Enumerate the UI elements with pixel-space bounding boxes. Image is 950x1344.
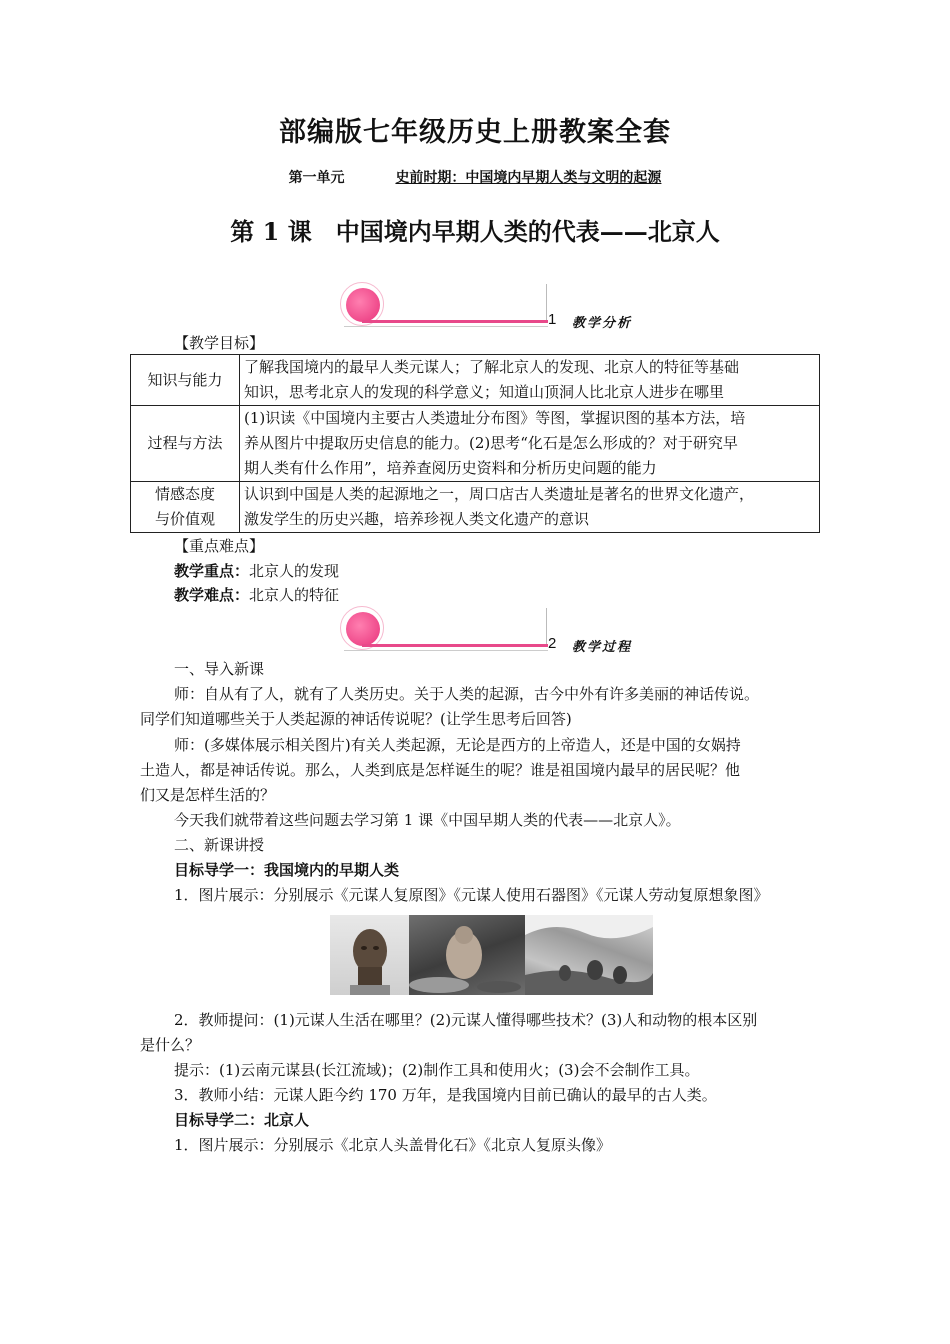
new-lesson-heading: 二、新课讲授 (174, 836, 265, 854)
list-item: 3．教师小结：元谋人距今约 170 万年，是我国境内目前已确认的最早的古人类。 (174, 1086, 717, 1104)
goal-category: 知识与能力 (131, 355, 240, 406)
goal-description: 认识到中国是人类的起源地之一，周口店古人类遗址是著名的世界文化遗产， 激发学生的历史兴趣，培养珍视人类文化遗产的意识 (240, 482, 820, 533)
paragraph-line: 土造人，都是神话传说。那么，人类到底是怎样诞生的呢？谁是祖国境内最早的居民呢？他 (140, 761, 741, 779)
paragraph-line: 今天我们就带着这些问题去学习第 1 课《中国早期人类的代表——北京人》。 (174, 811, 681, 829)
paragraph-line: 师：自从有了人，就有了人类历史。关于人类的起源，古今中外有许多美丽的神话传说。 (174, 685, 760, 703)
section-banner-analysis (340, 282, 660, 331)
unit-heading (0, 167, 950, 187)
banner-number: 2 (548, 635, 557, 652)
difficulty-label: 教学难点： (174, 586, 250, 604)
paragraph-line: 是什么？ (140, 1036, 201, 1054)
list-item: 2．教师提问：(1)元谋人生活在哪里？(2)元谋人懂得哪些技术？(3)人和动物的根本区别 (174, 1011, 758, 1029)
goal-category: 情感态度 与价值观 (131, 482, 240, 533)
paragraph-line: 们又是怎样生活的？ (140, 786, 276, 804)
focus-label: 教学重点： (174, 562, 250, 580)
list-item: 1．图片展示：分别展示《元谋人复原图》《元谋人使用石器图》《元谋人劳动复原想象图》 (174, 886, 769, 904)
document-title: 部编版七年级历史上册教案全套 (279, 117, 671, 148)
goal-guide-heading: 目标导学一：我国境内的早期人类 (174, 861, 400, 879)
difficulty-line (174, 583, 339, 607)
lesson-title: 第 1 课 中国境内早期人类的代表——北京人 (230, 217, 720, 246)
goals-table (130, 354, 820, 533)
unit-label: 第一单元 (288, 170, 345, 186)
focus-line (174, 559, 339, 583)
banner-label: 教学分析 (572, 316, 633, 331)
yuanmou-labor-scene-image (525, 915, 653, 995)
banner-label: 教学过程 (572, 640, 633, 655)
goal-description: 了解我国境内的最早人类元谋人；了解北京人的发现、北京人的特征等基础 知识，思考北京人的发现的科学意义；知道山顶洞人比北京人进步在哪里 (240, 355, 820, 406)
table-row (131, 355, 820, 406)
difficulty-text: 北京人的特征 (249, 586, 340, 604)
unit-subtitle: 史前时期：中国境内早期人类与文明的起源 (395, 170, 662, 186)
section-banner-process (340, 606, 660, 655)
goal-category: 过程与方法 (131, 406, 240, 482)
hint-line: 提示：(1)云南元谋县(长江流域)；(2)制作工具和使用火；(3)会不会制作工具。 (174, 1061, 700, 1079)
table-row (131, 482, 820, 533)
image-strip (330, 915, 653, 995)
goals-heading: 【教学目标】 (174, 334, 265, 352)
yuanmou-reconstruction-image (330, 915, 409, 995)
list-item: 1．图片展示：分别展示《北京人头盖骨化石》《北京人复原头像》 (174, 1136, 612, 1154)
focus-text: 北京人的发现 (249, 562, 340, 580)
banner-number: 1 (548, 311, 557, 328)
key-points-heading: 【重点难点】 (174, 537, 265, 555)
yuanmou-stone-tools-image (409, 915, 525, 995)
paragraph-line: 师：(多媒体展示相关图片)有关人类起源，无论是西方的上帝造人，还是中国的女娲持 (174, 736, 741, 754)
intro-heading: 一、导入新课 (174, 660, 265, 678)
table-row (131, 406, 820, 482)
goal-description: (1)识读《中国境内主要古人类遗址分布图》等图，掌握识图的基本方法，培 养从图片中提取历史信息的能力。(2)思考“化石是怎么形成的？对于研究早 期人类有什么作用”，培养查阅历史资料和分析历史问题的能力 (240, 406, 820, 482)
paragraph-line: 同学们知道哪些关于人类起源的神话传说呢？(让学生思考后回答) (140, 710, 572, 728)
goal-guide-heading: 目标导学二：北京人 (174, 1111, 310, 1129)
